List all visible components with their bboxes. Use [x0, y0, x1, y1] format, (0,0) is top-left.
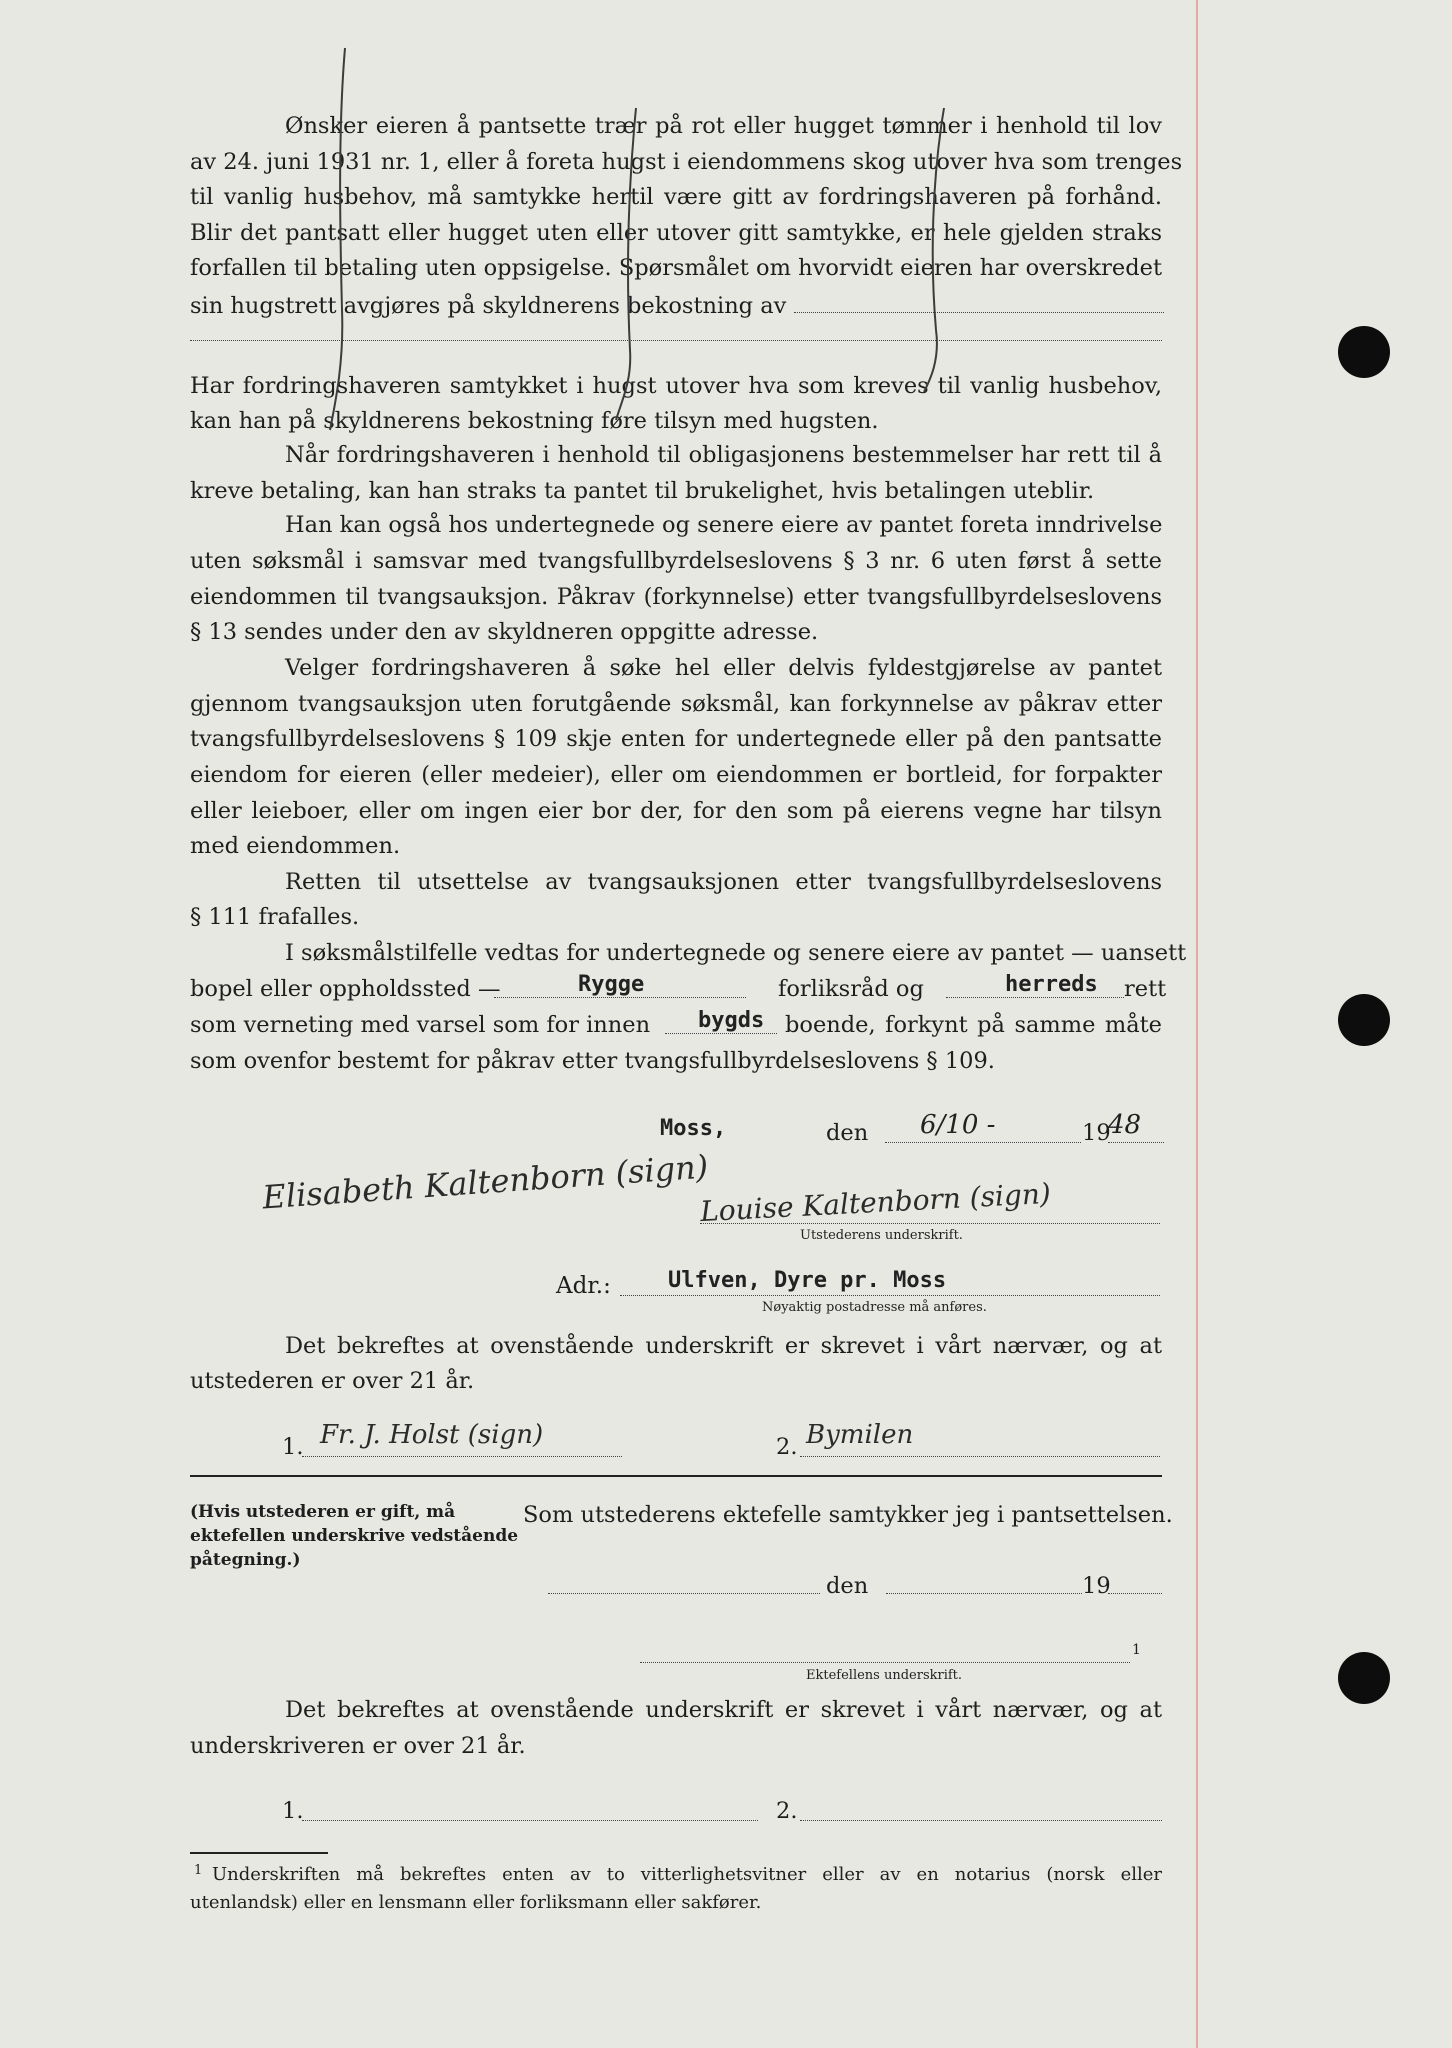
text-line: eller leieboer, eller om ingen eier bor der, for den som på eierens vegne har tilsyn — [190, 798, 1162, 824]
text-line: Han kan også hos undertegnede og senere eiere av pantet foreta inndrivelse — [285, 512, 1163, 538]
text-line: Blir det pantsatt eller hugget uten eller utover gitt samtykke, er hele gjelden straks — [190, 220, 1162, 246]
text-line: utstederen er over 21 år. — [190, 1368, 475, 1394]
text-line: Velger fordringshaveren å søke hel eller delvis fyldestgjørelse av pantet — [285, 655, 1162, 681]
spouse-caption: Ektefellens underskrift. — [806, 1668, 963, 1683]
witness-signature: Bymilen — [806, 1420, 914, 1450]
date-label: den — [826, 1120, 869, 1146]
text-line: forfallen til betaling uten oppsigelse. Spørsmålet om hvorvidt eieren har overskredet — [190, 255, 1162, 281]
text-line: Det bekreftes at ovenstående underskrift er skrevet i vårt nærvær, og at — [285, 1333, 1162, 1359]
text-line: uten søksmål i samsvar med tvangsfullbyrdelseslovens § 3 nr. 6 uten først å sette — [190, 548, 1162, 574]
address-value: Ulfven, Dyre pr. Moss — [668, 1268, 947, 1293]
year-prefix: 19 — [1082, 1573, 1111, 1599]
issuer-caption: Utstederens underskrift. — [800, 1228, 963, 1243]
filled-verneting: bygds — [698, 1008, 765, 1033]
address-label: Adr.: — [556, 1273, 611, 1299]
text-segment: rett — [1124, 976, 1167, 1002]
text-segment: bopel eller oppholdssted — — [190, 976, 501, 1002]
text-segment: sin hugstrett avgjøres på skyldnerens bekostning av — [190, 293, 787, 319]
text-line: underskriveren er over 21 år. — [190, 1733, 526, 1759]
text-line: Retten til utsettelse av tvangsauksjonen etter tvangsfullbyrdelseslovens — [285, 869, 1162, 895]
place: Moss, — [660, 1116, 727, 1141]
text-line: § 111 frafalles. — [190, 904, 360, 930]
signature-left: Elisabeth Kaltenborn (sign) — [261, 1147, 710, 1217]
text-segment: som verneting med varsel som for innen — [190, 1012, 651, 1038]
address-caption: Nøyaktig postadresse må anføres. — [762, 1300, 987, 1315]
text-line: Har fordringshaveren samtykket i hugst utover hva som kreves til vanlig husbehov, — [190, 373, 1162, 399]
witness-number: 2. — [776, 1798, 798, 1824]
footnote-mark: 1 — [194, 1863, 203, 1878]
filled-forliksrad: Rygge — [578, 972, 645, 997]
date-label: den — [826, 1573, 869, 1599]
text-line: tvangsfullbyrdelseslovens § 109 skje enten for undertegnede eller på den pantsatte — [190, 726, 1162, 752]
year-prefix: 19 — [1082, 1120, 1111, 1146]
witness-number: 1. — [282, 1434, 304, 1460]
witness-number: 1. — [282, 1798, 304, 1824]
year-suffix: 48 — [1108, 1110, 1142, 1140]
text-segment: boende, forkynt på samme måte — [785, 1012, 1162, 1038]
spouse-consent: Som utstederens ektefelle samtykker jeg i pantsettelsen. — [523, 1502, 1173, 1528]
text-line: eiendom for eieren (eller medeier), eller om eiendommen er bortleid, for forpakter — [190, 762, 1162, 788]
text-line: Når fordringshaveren i henhold til obligasjonens bestemmelser har rett til å — [285, 442, 1162, 468]
text-line: eiendommen til tvangsauksjon. Påkrav (forkynnelse) etter tvangsfullbyrdelseslovens — [190, 584, 1162, 610]
witness-signature: Fr. J. Holst (sign) — [320, 1420, 544, 1450]
text-segment: forliksråd og — [778, 976, 924, 1002]
spouse-note: (Hvis utstederen er gift, må ektefellen underskrive vedstående påtegning.) — [190, 1502, 519, 1570]
text-line: Ønsker eieren å pantsette trær på rot eller hugget tømmer i henhold til lov — [285, 113, 1162, 139]
text-line: gjennom tvangsauksjon uten forutgående søksmål, kan forkynnelse av påkrav etter — [190, 691, 1162, 717]
text-line: kan han på skyldnerens bekostning føre tilsyn med hugsten. — [190, 408, 879, 434]
text-line: med eiendommen. — [190, 833, 401, 859]
footnote-text: Underskriften må bekreftes enten av to vitterlighetsvitner eller av en notarius (norsk eller — [212, 1864, 1162, 1885]
text-line: som ovenfor bestemt for påkrav etter tvangsfullbyrdelseslovens § 109. — [190, 1048, 995, 1074]
text-line: av 24. juni 1931 nr. 1, eller å foreta hugst i eiendommens skog utover hva som trenges — [190, 149, 1183, 175]
footnote-line: utenlandsk) eller en lensmann eller forliksmann eller sakfører. — [190, 1892, 762, 1913]
day-month: 6/10 - — [920, 1110, 996, 1140]
signature-right: Louise Kaltenborn (sign) — [699, 1176, 1052, 1229]
footnote-mark: 1 — [1132, 1642, 1141, 1658]
text-line: Det bekreftes at ovenstående underskrift er skrevet i vårt nærvær, og at — [285, 1697, 1162, 1723]
text-line: I søksmålstilfelle vedtas for undertegnede og senere eiere av pantet — uansett — [285, 940, 1187, 966]
filled-rett-type: herreds — [1005, 972, 1098, 997]
witness-number: 2. — [776, 1434, 798, 1460]
text-line: til vanlig husbehov, må samtykke hertil være gitt av fordringshaveren på forhånd. — [190, 184, 1162, 210]
text-line: § 13 sendes under den av skyldneren oppgitte adresse. — [190, 619, 819, 645]
text-line: kreve betaling, kan han straks ta pantet til brukelighet, hvis betalingen uteblir. — [190, 478, 1095, 504]
